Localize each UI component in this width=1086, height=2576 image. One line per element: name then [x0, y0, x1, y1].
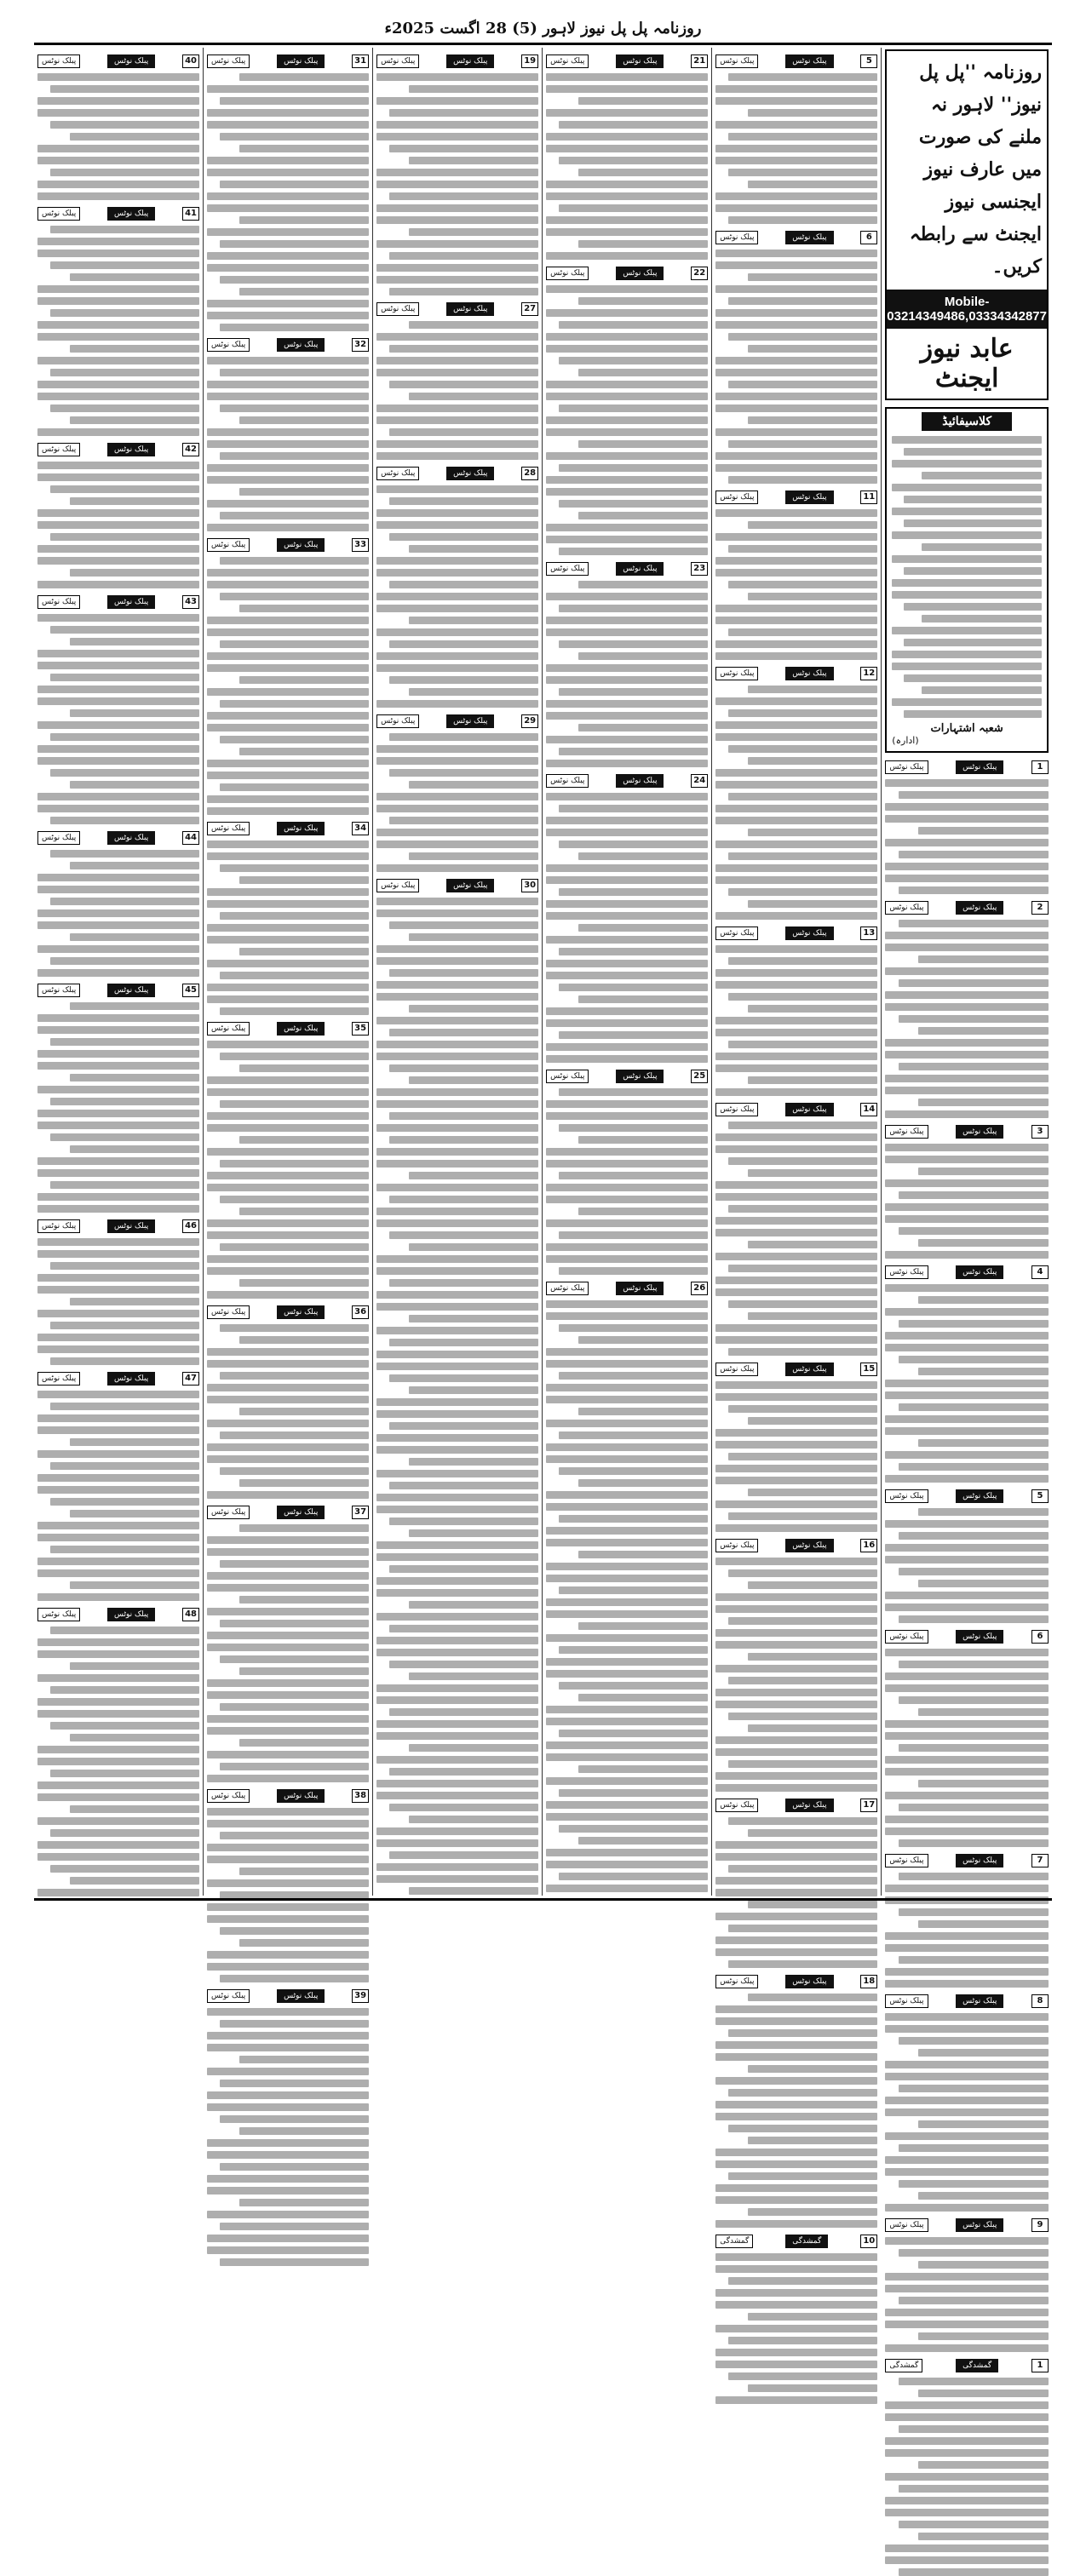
ad-promo-text: روزنامہ ''پل پل نیوز'' لاہور نہ ملنے کی صورت میں عارف نیوز ایجنسی نیوز ایجنٹ سے رابطہ کریں۔: [909, 61, 1042, 278]
footer-rule: [34, 1898, 1052, 1901]
notice-tag: پبلک نوٹس: [715, 1103, 758, 1116]
notice-number: 19: [521, 55, 538, 68]
notice-title: پبلک نوٹس: [785, 231, 833, 244]
notice-tag: پبلک نوٹس: [37, 443, 80, 456]
notice-body: [885, 1873, 1049, 1988]
notice-number: 37: [352, 1506, 369, 1519]
notice-header: [885, 900, 1049, 915]
notice-body: [715, 509, 877, 660]
notice-title: پبلک نوٹس: [785, 667, 833, 680]
notice-tag: پبلک نوٹس: [546, 774, 589, 788]
notice-tag: پبلک نوٹس: [546, 1282, 589, 1295]
notice-tag: پبلک نوٹس: [715, 55, 758, 68]
notice-tag: پبلک نوٹس: [37, 1608, 80, 1621]
notice-header: [546, 54, 708, 69]
notice-header: [715, 54, 877, 69]
notice-body: [207, 357, 369, 531]
notice-title: پبلک نوٹس: [107, 1372, 155, 1386]
notice-header: [37, 594, 199, 610]
notice-tag: پبلک نوٹس: [207, 338, 250, 352]
notice-header: [715, 490, 877, 505]
column-blocks: [885, 760, 1049, 2576]
notice-header: [546, 1069, 708, 1084]
notice-header: [37, 983, 199, 998]
notice-body: [207, 557, 369, 815]
column-5: [203, 48, 372, 2000]
notice-body: [885, 1144, 1049, 1259]
notice-number: 4: [1031, 1265, 1049, 1279]
notice-number: 13: [860, 927, 877, 940]
notice-body: [37, 1391, 199, 1601]
notice-tag: پبلک نوٹس: [885, 901, 928, 915]
notice-number: 36: [352, 1305, 369, 1319]
notice-number: 30: [521, 879, 538, 892]
notice-title: پبلک نوٹس: [446, 55, 494, 68]
column-2: [711, 48, 881, 2246]
notice-body: [207, 73, 369, 331]
notice-body: [885, 2013, 1049, 2212]
notice-number: 47: [182, 1372, 199, 1386]
notice-title: پبلک نوٹس: [277, 1789, 325, 1803]
notice-title: پبلک نوٹس: [277, 1305, 325, 1319]
classified-box: [885, 407, 1049, 753]
notice-header: [207, 54, 369, 69]
notice-number: 2: [1031, 901, 1049, 915]
classified-management: (ادارہ): [892, 735, 919, 746]
notice-body: [546, 581, 708, 767]
notice-title: پبلک نوٹس: [107, 1219, 155, 1233]
notice-body: [37, 226, 199, 436]
classified-body: [892, 436, 1042, 718]
notice-header: [715, 1102, 877, 1117]
notice-body: [207, 1808, 369, 1982]
notice-body: [885, 1508, 1049, 1623]
notice-tag: پبلک نوٹس: [885, 1489, 928, 1503]
notice-number: 31: [352, 55, 369, 68]
notice-tag: پبلک نوٹس: [715, 231, 758, 244]
notice-tag: پبلک نوٹس: [546, 267, 589, 280]
notice-number: 40: [182, 55, 199, 68]
notice-title: پبلک نوٹس: [616, 774, 664, 788]
notice-number: 5: [1031, 1489, 1049, 1503]
notice-tag: گمشدگی: [885, 2359, 922, 2372]
notice-body: [885, 2237, 1049, 2352]
notice-title: پبلک نوٹس: [956, 1994, 1003, 2008]
notice-number: 35: [352, 1022, 369, 1036]
notice-title: گمشدگی: [956, 2359, 998, 2372]
notice-tag: پبلک نوٹس: [37, 831, 80, 845]
column-blocks: [546, 54, 708, 1892]
notice-body: [37, 73, 199, 200]
notice-header: [715, 1798, 877, 1813]
columns-grid: [34, 48, 1052, 2370]
notice-number: 9: [1031, 2218, 1049, 2232]
column-ads: [881, 48, 1052, 2370]
notice-number: 46: [182, 1219, 199, 1233]
notice-tag: پبلک نوٹس: [376, 302, 419, 316]
notice-header: [715, 666, 877, 681]
notice-body: [37, 614, 199, 824]
notice-tag: پبلک نوٹس: [207, 55, 250, 68]
notice-tag: پبلک نوٹس: [207, 1789, 250, 1803]
notice-title: پبلک نوٹس: [107, 55, 155, 68]
notice-tag: پبلک نوٹس: [885, 2218, 928, 2232]
notice-tag: پبلک نوٹس: [546, 55, 589, 68]
notice-body: [37, 1238, 199, 1365]
notice-header: [376, 878, 538, 893]
notice-header: [885, 1853, 1049, 1868]
ad-agent-name: عابد نیوز ایجنٹ: [920, 334, 1014, 393]
notice-header: [207, 821, 369, 836]
notice-number: 43: [182, 595, 199, 609]
notice-title: پبلک نوٹس: [785, 491, 833, 504]
notice-number: 22: [691, 267, 708, 280]
notice-header: [715, 1362, 877, 1377]
notice-number: 1: [1031, 2359, 1049, 2372]
notice-tag: پبلک نوٹس: [546, 1070, 589, 1083]
notice-header: [207, 1505, 369, 1520]
notice-number: 16: [860, 1539, 877, 1552]
notice-number: 17: [860, 1799, 877, 1812]
notice-body: [715, 1817, 877, 1968]
notice-number: 41: [182, 207, 199, 221]
notice-body: [885, 1649, 1049, 1847]
notice-header: [885, 1629, 1049, 1644]
notice-number: 29: [521, 714, 538, 728]
column-blocks: [37, 54, 199, 1896]
notice-header: [885, 2358, 1049, 2373]
notice-body: [207, 2008, 369, 2266]
notice-header: [885, 1124, 1049, 1139]
notice-body: [546, 1088, 708, 1275]
notice-title: پبلک نوٹس: [446, 467, 494, 480]
notice-body: [715, 1558, 877, 1792]
ad-mobile-numbers: Mobile-03214349486,03334342877: [887, 290, 1047, 329]
notice-title: پبلک نوٹس: [956, 1489, 1003, 1503]
notice-body: [37, 1626, 199, 1753]
notice-number: 1: [1031, 760, 1049, 774]
notice-tag: گمشدگی: [715, 2235, 753, 2248]
notice-title: پبلک نوٹس: [956, 901, 1003, 915]
notice-number: 5: [860, 55, 877, 68]
notice-title: پبلک نوٹس: [956, 2218, 1003, 2232]
news-agent-ad: [885, 49, 1049, 400]
notice-header: [715, 2234, 877, 2249]
notice-title: پبلک نوٹس: [277, 538, 325, 552]
notice-tag: پبلک نوٹس: [885, 1994, 928, 2008]
notice-title: پبلک نوٹس: [956, 1265, 1003, 1279]
notice-number: 7: [1031, 1854, 1049, 1867]
notice-body: [885, 2378, 1049, 2576]
notice-body: [376, 485, 538, 708]
notice-title: پبلک نوٹس: [277, 822, 325, 835]
notice-number: 48: [182, 1608, 199, 1621]
notice-body: [885, 920, 1049, 1118]
notice-header: [37, 1371, 199, 1386]
notice-number: 14: [860, 1103, 877, 1116]
notice-title: پبلک نوٹس: [277, 338, 325, 352]
notice-tag: پبلک نوٹس: [37, 1372, 80, 1386]
notice-header: [37, 442, 199, 457]
notice-body: [376, 898, 538, 1120]
notice-tag: پبلک نوٹس: [546, 562, 589, 576]
notice-header: [885, 760, 1049, 775]
notice-body: [207, 1324, 369, 1499]
notice-body: [37, 850, 199, 977]
notice-body: [715, 1381, 877, 1532]
notice-body: [546, 73, 708, 260]
notice-header: [885, 2217, 1049, 2233]
notice-tag: پبلک نوٹس: [376, 467, 419, 480]
notice-body: [546, 1300, 708, 1570]
notice-title: پبلک نوٹس: [277, 1022, 325, 1036]
column-6: [34, 48, 203, 1896]
notice-header: [207, 1988, 369, 2004]
notice-tag: پبلک نوٹس: [207, 1989, 250, 2003]
notice-title: پبلک نوٹس: [956, 1125, 1003, 1139]
notice-title: پبلک نوٹس: [277, 55, 325, 68]
notice-header: [546, 1281, 708, 1296]
notice-tag: پبلک نوٹس: [885, 1265, 928, 1279]
notice-header: [885, 1489, 1049, 1504]
notice-tag: پبلک نوٹس: [885, 1125, 928, 1139]
notice-body: [885, 779, 1049, 894]
column-3: [542, 48, 711, 1896]
notice-title: پبلک نوٹس: [107, 443, 155, 456]
notice-header: [546, 773, 708, 789]
notice-number: 26: [691, 1282, 708, 1295]
notice-header: [376, 301, 538, 317]
notice-header: [376, 714, 538, 729]
notice-title: پبلک نوٹس: [107, 207, 155, 221]
column-blocks: [376, 54, 538, 1895]
notice-title: پبلک نوٹس: [107, 595, 155, 609]
notice-title: پبلک نوٹس: [785, 927, 833, 940]
notice-body: [207, 1524, 369, 1782]
notice-tag: پبلک نوٹس: [715, 667, 758, 680]
notice-body: [715, 250, 877, 484]
notice-body: [376, 73, 538, 295]
notice-tag: پبلک نوٹس: [885, 1854, 928, 1867]
notice-title: پبلک نوٹس: [785, 1975, 833, 1988]
notice-header: [715, 230, 877, 245]
notice-number: 45: [182, 984, 199, 997]
notice-header: [885, 1994, 1049, 2009]
notice-title: پبلک نوٹس: [277, 1989, 325, 2003]
notice-body: [715, 1994, 877, 2228]
notice-header: [37, 54, 199, 69]
notice-header: [885, 1265, 1049, 1280]
notice-tag: پبلک نوٹس: [885, 760, 928, 774]
notice-number: 38: [352, 1789, 369, 1803]
notice-header: [207, 337, 369, 353]
notice-tag: پبلک نوٹس: [37, 984, 80, 997]
column-filler-text: [546, 1575, 708, 1892]
notice-tag: پبلک نوٹس: [207, 1022, 250, 1036]
notice-title: پبلک نوٹس: [785, 1363, 833, 1376]
notice-number: 33: [352, 538, 369, 552]
notice-title: پبلک نوٹس: [616, 55, 664, 68]
notice-body: [546, 285, 708, 555]
notice-title: پبلک نوٹس: [446, 714, 494, 728]
notice-title: پبلک نوٹس: [616, 1282, 664, 1295]
notice-body: [546, 793, 708, 1063]
notice-number: 3: [1031, 1125, 1049, 1139]
notice-tag: پبلک نوٹس: [37, 1219, 80, 1233]
notice-header: [546, 561, 708, 577]
notice-header: [376, 466, 538, 481]
notice-header: [715, 1974, 877, 1989]
column-blocks: [207, 54, 369, 2266]
notice-body: [207, 840, 369, 1015]
notice-number: 44: [182, 831, 199, 845]
notice-tag: پبلک نوٹس: [207, 538, 250, 552]
notice-tag: پبلک نوٹس: [376, 879, 419, 892]
notice-title: گمشدگی: [785, 2235, 828, 2248]
classified-title: کلاسیفائیڈ: [922, 412, 1011, 431]
notice-body: [37, 462, 199, 588]
column-4: [372, 48, 542, 1896]
notice-body: [37, 1002, 199, 1213]
notice-number: 39: [352, 1989, 369, 2003]
notice-title: پبلک نوٹس: [785, 1799, 833, 1812]
notice-body: [715, 1122, 877, 1356]
notice-number: 28: [521, 467, 538, 480]
classified-department: شعبہ اشتہارات: [930, 722, 1003, 735]
notice-number: 11: [860, 491, 877, 504]
notice-header: [376, 54, 538, 69]
notice-number: 24: [691, 774, 708, 788]
notice-number: 6: [860, 231, 877, 244]
notice-header: [207, 1305, 369, 1320]
notice-tag: پبلک نوٹس: [376, 55, 419, 68]
notice-title: پبلک نوٹس: [446, 879, 494, 892]
notice-title: پبلک نوٹس: [446, 302, 494, 316]
notice-number: 27: [521, 302, 538, 316]
notice-title: پبلک نوٹس: [107, 831, 155, 845]
notice-body: [715, 73, 877, 224]
notice-title: پبلک نوٹس: [616, 562, 664, 576]
notice-tag: پبلک نوٹس: [207, 1506, 250, 1519]
notice-title: پبلک نوٹس: [785, 55, 833, 68]
notice-number: 12: [860, 667, 877, 680]
notice-header: [37, 1219, 199, 1234]
notice-title: پبلک نوٹس: [277, 1506, 325, 1519]
notice-tag: پبلک نوٹس: [207, 1305, 250, 1319]
notice-number: 8: [1031, 1994, 1049, 2008]
notice-body: [715, 2253, 877, 2404]
notice-title: پبلک نوٹس: [956, 1630, 1003, 1644]
column-filler-text: [376, 1124, 538, 1895]
notice-title: پبلک نوٹس: [785, 1539, 833, 1552]
notice-body: [715, 945, 877, 1096]
masthead-title: روزنامہ پل پل نیوز لاہور (5) 28 اگست 2025ء: [34, 15, 1052, 45]
notice-header: [37, 1607, 199, 1622]
notice-tag: پبلک نوٹس: [715, 1975, 758, 1988]
notice-number: 25: [691, 1070, 708, 1083]
notice-number: 15: [860, 1363, 877, 1376]
notice-number: 42: [182, 443, 199, 456]
notice-number: 23: [691, 562, 708, 576]
notice-tag: پبلک نوٹس: [715, 927, 758, 940]
notice-body: [376, 733, 538, 872]
notice-title: پبلک نوٹس: [616, 1070, 664, 1083]
notice-tag: پبلک نوٹس: [37, 55, 80, 68]
notice-title: پبلک نوٹس: [956, 1854, 1003, 1867]
notice-number: 32: [352, 338, 369, 352]
notice-number: 18: [860, 1975, 877, 1988]
notice-tag: پبلک نوٹس: [207, 822, 250, 835]
notice-header: [546, 266, 708, 281]
notice-title: پبلک نوٹس: [107, 1608, 155, 1621]
notice-number: 6: [1031, 1630, 1049, 1644]
notice-tag: پبلک نوٹس: [715, 491, 758, 504]
notice-title: پبلک نوٹس: [785, 1103, 833, 1116]
notice-tag: پبلک نوٹس: [715, 1799, 758, 1812]
notice-header: [207, 1021, 369, 1036]
notice-tag: پبلک نوٹس: [37, 207, 80, 221]
notice-body: [376, 321, 538, 460]
notice-tag: پبلک نوٹس: [715, 1363, 758, 1376]
column-blocks: [715, 54, 877, 2404]
notice-number: 21: [691, 55, 708, 68]
notice-header: [207, 537, 369, 553]
notice-number: 10: [860, 2235, 877, 2248]
notice-body: [715, 686, 877, 920]
notice-tag: پبلک نوٹس: [715, 1539, 758, 1552]
notice-header: [715, 1538, 877, 1553]
notice-number: 34: [352, 822, 369, 835]
notice-title: پبلک نوٹس: [616, 267, 664, 280]
notice-title: پبلک نوٹس: [107, 984, 155, 997]
notice-header: [715, 926, 877, 941]
notice-header: [37, 830, 199, 846]
notice-header: [207, 1788, 369, 1804]
notice-tag: پبلک نوٹس: [885, 1630, 928, 1644]
notice-tag: پبلک نوٹس: [37, 595, 80, 609]
notice-tag: پبلک نوٹس: [376, 714, 419, 728]
notice-header: [37, 206, 199, 221]
notice-body: [207, 1041, 369, 1299]
notice-title: پبلک نوٹس: [956, 760, 1003, 774]
notice-body: [885, 1284, 1049, 1483]
column-filler-text: [37, 1758, 199, 1896]
